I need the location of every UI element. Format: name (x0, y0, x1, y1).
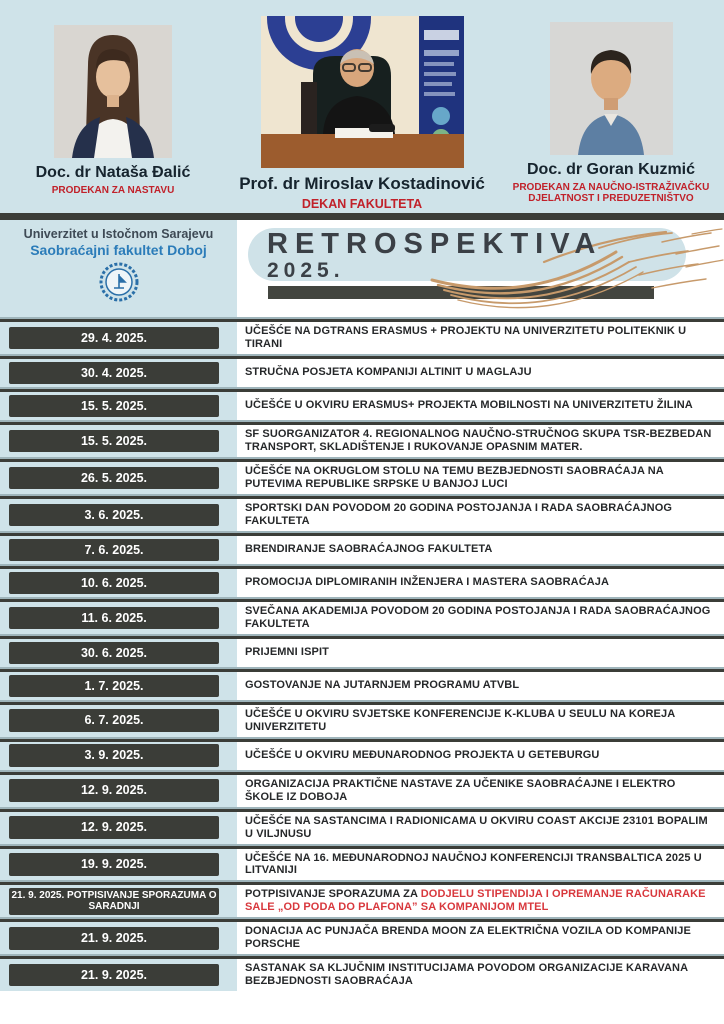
event-description: SVEČANA AKADEMIJA POVODOM 20 GODINA POSTOJANJA I RADA SAOBRAĆAJNOG FAKULTETA (245, 604, 711, 630)
event-description: SASTANAK SA KLJUČNIM INSTITUCIJAMA POVODOM ORGANIZACIJE KARAVANA BEZBJEDNOSTI SAOBRAĆAJA (245, 962, 688, 988)
event-date: 12. 9. 2025. (9, 779, 219, 801)
top-divider-bar (0, 213, 724, 220)
event-description: UČEŠĆE U OKVIRU ERASMUS+ PROJEKTA MOBILNOSTI NA UNIVERZITETU ŽILINA (245, 399, 693, 412)
event-date-cell (0, 885, 237, 917)
events-table (0, 317, 724, 991)
event-description: PRIJEMNI ISPIT (245, 646, 329, 659)
event-date-cell (0, 639, 237, 667)
event-date: 26. 5. 2025. (9, 467, 219, 489)
event-date: 6. 7. 2025. (9, 709, 219, 731)
institution-block (0, 220, 237, 317)
table-row (0, 602, 724, 634)
event-date: 3. 9. 2025. (9, 744, 219, 766)
table-row (0, 569, 724, 597)
table-row (0, 425, 724, 457)
event-description-highlight: DODJELU STIPENDIJA I OPREMANJE RAČUNARAKE SALE „OD PODA DO PLAFONA” SA KOMPANIJOM MTEL (245, 888, 706, 914)
leadership-section (0, 0, 724, 213)
table-row (0, 849, 724, 881)
table-row (0, 536, 724, 564)
faculty-name: Saobraćajni fakultet Doboj (30, 242, 207, 258)
page-title-year: 2025. (267, 259, 345, 282)
event-description-cell (237, 775, 724, 807)
event-date: 19. 9. 2025. (9, 853, 219, 875)
event-date-cell (0, 812, 237, 844)
event-date-cell (0, 672, 237, 700)
table-row (0, 499, 724, 531)
event-date: 15. 5. 2025. (9, 430, 219, 452)
event-date: 30. 6. 2025. (9, 642, 219, 664)
person-name: Doc. dr Nataša Đalić (35, 164, 191, 181)
event-date-cell (0, 536, 237, 564)
event-description: POTPISIVANJE SPORAZUMA ZA DODJELU STIPENDIJA I OPREMANJE RAČUNARAKE SALE „OD PODA DO PLAFONA” SA KOMPANIJOM MTEL (245, 888, 706, 914)
table-row (0, 922, 724, 954)
event-description-cell (237, 885, 724, 917)
event-date: 12. 9. 2025. (9, 816, 219, 838)
event-description: SF SUORGANIZATOR 4. REGIONALNOG NAUČNO-STRUČNOG SKUPA TSR-BEZBEDAN TRANSPORT, SKLADIŠTENJE I RUKOVANJE OPASNIM MATER. (245, 427, 712, 453)
event-date: 10. 6. 2025. (9, 572, 219, 594)
event-description: UČEŠĆE NA OKRUGLOM STOLU NA TEMU BEZBJEDNOSTI SAOBRAĆAJA NA PUTEVIMA REPUBLIKE SRPSKE U BANJOJ LUCI (245, 464, 664, 490)
table-row (0, 775, 724, 807)
event-date-cell (0, 705, 237, 737)
title-block (237, 220, 724, 317)
event-description-cell (237, 359, 724, 387)
person-name: Prof. dr Miroslav Kostadinović (239, 174, 485, 193)
table-row (0, 742, 724, 770)
event-date-cell (0, 775, 237, 807)
event-date: 30. 4. 2025. (9, 362, 219, 384)
event-description: UČEŠĆE NA SASTANCIMA I RADIONICAMA U OKVIRU COAST AKCIJE 23101 BOPALIM U VILJNUSU (245, 814, 708, 840)
event-description-cell (237, 602, 724, 634)
table-row (0, 959, 724, 991)
event-date: 21. 9. 2025. (9, 964, 219, 986)
event-description: UČEŠĆE NA 16. MEĐUNARODNOJ NAUČNOJ KONFERENCIJI TRANSBALTICA 2025 U LITVANIJI (245, 851, 702, 877)
photo-goran-kuzmic (550, 22, 673, 155)
event-description-cell (237, 392, 724, 420)
photo-natasa-dalic (54, 25, 172, 158)
event-description: UČEŠĆE U OKVIRU SVJETSKE KONFERENCIJE K-KLUBA U SEULU NA KOREJA UNIVERZITETU (245, 707, 675, 733)
event-date: 3. 6. 2025. (9, 504, 219, 526)
event-description: DONACIJA AC PUNJAČA BRENDA MOON ZA ELEKTRIČNA VOZILA OD KOMPANIJE PORSCHE (245, 925, 691, 951)
table-row (0, 705, 724, 737)
table-row (0, 812, 724, 844)
event-date: 21. 9. 2025. (9, 927, 219, 949)
event-description-cell (237, 672, 724, 700)
event-description: UČEŠĆE NA DGTRANS ERASMUS + PROJEKTU NA UNIVERZITETU POLITEKNIK U TIRANI (245, 325, 687, 350)
header-band (0, 220, 724, 317)
person-name: Doc. dr Goran Kuzmić (526, 161, 696, 178)
event-date: 29. 4. 2025. (9, 327, 219, 349)
table-row (0, 462, 724, 494)
event-description-cell (237, 742, 724, 770)
event-description: UČEŠĆE U OKVIRU MEĐUNARODNOG PROJEKTA U GETEBURGU (245, 749, 600, 762)
person-role: PRODEKAN ZA NASTAVU (51, 184, 175, 196)
event-description: GOSTOVANJE NA JUTARNJEM PROGRAMU ATVBL (245, 679, 520, 692)
person-goran-kuzmic (498, 0, 724, 213)
table-row (0, 672, 724, 700)
event-description-cell (237, 499, 724, 531)
event-description: ORGANIZACIJA PRAKTIČNE NASTAVE ZA UČENIKE SAOBRAĆAJNE I ELEKTRO ŠKOLE IZ DOBOJA (245, 777, 676, 803)
event-date-cell (0, 322, 237, 354)
event-date-cell (0, 499, 237, 531)
event-date-cell (0, 959, 237, 991)
event-description-cell (237, 425, 724, 457)
event-date-cell (0, 462, 237, 494)
event-description-cell (237, 705, 724, 737)
event-description-cell (237, 959, 724, 991)
event-description: STRUČNA POSJETA KOMPANIJI ALTINIT U MAGLAJU (245, 366, 532, 379)
event-description-cell (237, 849, 724, 881)
person-role: PRODEKAN ZA NAUČNO-ISTRAŽIVAČKU DJELATNOST I PREDUZETNIŠTVO (512, 181, 710, 205)
event-description-cell (237, 322, 724, 354)
event-date-cell (0, 392, 237, 420)
event-description-cell (237, 462, 724, 494)
event-date: 7. 6. 2025. (9, 539, 219, 561)
event-description: SPORTSKI DAN POVODOM 20 GODINA POSTOJANJA I RADA SAOBRAĆAJNOG FAKULTETA (245, 501, 673, 527)
person-miroslav-kostadinovic (226, 0, 498, 213)
event-description: PROMOCIJA DIPLOMIRANIH INŽENJERA I MASTERA SAOBRAĆAJA (245, 576, 610, 589)
event-date-cell (0, 359, 237, 387)
page-title: RETROSPEKTIVA (267, 228, 603, 260)
table-row (0, 359, 724, 387)
person-natasa-dalic (0, 0, 226, 213)
event-date: 21. 9. 2025. POTPISIVANJE SPORAZUMA O SARADNJI (9, 888, 219, 915)
event-description-cell (237, 639, 724, 667)
event-date: 11. 6. 2025. (9, 607, 219, 629)
event-date: 1. 7. 2025. (9, 675, 219, 697)
event-date-cell (0, 569, 237, 597)
person-role: DEKAN FAKULTETA (301, 196, 423, 211)
event-date-cell (0, 922, 237, 954)
event-date-cell (0, 425, 237, 457)
event-date-cell (0, 849, 237, 881)
table-row (0, 885, 724, 917)
event-date-cell (0, 742, 237, 770)
event-date: 15. 5. 2025. (9, 395, 219, 417)
faculty-seal-icon (98, 261, 140, 303)
event-description-cell (237, 569, 724, 597)
event-date-cell (0, 602, 237, 634)
event-description-cell (237, 536, 724, 564)
table-row (0, 322, 724, 354)
event-description-cell (237, 812, 724, 844)
event-description: BRENDIRANJE SAOBRAĆAJNOG FAKULTETA (245, 543, 493, 556)
event-description-cell (237, 922, 724, 954)
university-name: Univerzitet u Istočnom Sarajevu (23, 227, 214, 241)
photo-miroslav-kostadinovic (261, 16, 464, 168)
table-row (0, 392, 724, 420)
table-row (0, 639, 724, 667)
